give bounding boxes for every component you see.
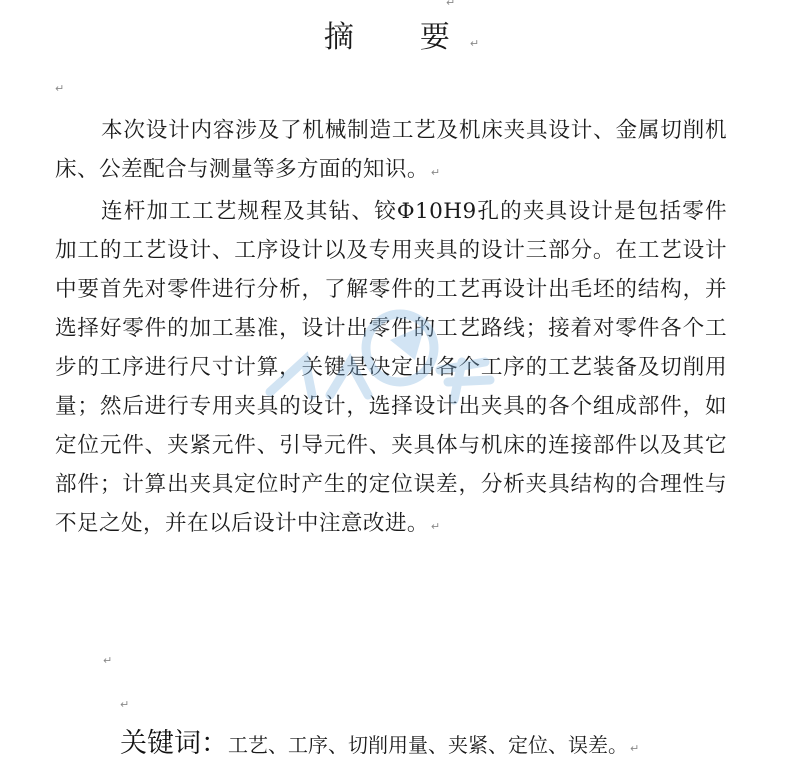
keywords-label: 关键词： [120,728,228,759]
paragraph-mark: ↵ [446,0,456,9]
abstract-body [55,111,727,546]
paragraph-mark: ↵ [469,37,480,50]
paragraph-text: 连杆加工工艺规程及其钻、铰Φ10H9孔的夹具设计是包括零件加工的工艺设计、工序设计以及专用夹具的设计三部分。在工艺设计中要首先对零件进行分析，了解零件的工艺再设计出毛坯的结构，并选择好零件的加工基准，设计出零件的工艺路线；接着对零件各个工步的工序进行尺寸计算，关键是决定出各个工序的工艺装备及切削用量；然后进行专用夹具的设计，选择设计出夹具的各个组成部件，如定位元件、夹紧元件、引导元件、夹具体与机床的连接部件以及其它部件；计算出夹具定位时产生的定位误差，分析夹具结构的合理性与不足之处，并在以后设计中注意改进。 [55,199,727,536]
abstract-paragraph [55,192,727,546]
keywords-value: 工艺、工序、切削用量、夹紧、定位、误差。 [228,733,628,757]
paragraph-text: 本次设计内容涉及了机械制造工艺及机床夹具设计、金属切削机床、公差配合与测量等多方面的知识。 [55,118,727,182]
paragraph-mark: ↵ [430,166,441,179]
paragraph-mark: ↵ [630,742,640,755]
title-text: 摘 要 [323,20,468,55]
abstract-paragraph [55,111,727,192]
document-title [0,18,803,64]
keywords-line [120,724,639,769]
paragraph-mark: ↵ [55,82,65,95]
paragraph-mark: ↵ [120,698,130,711]
paragraph-mark: ↵ [103,654,113,667]
paragraph-mark: ↵ [430,520,441,533]
